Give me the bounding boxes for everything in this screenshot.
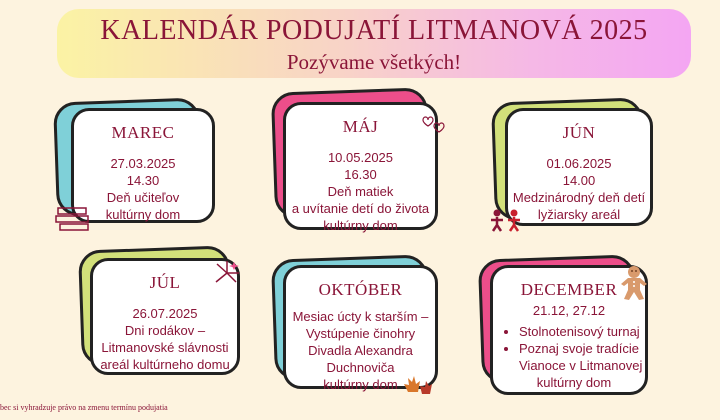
card-line: Litmanovské slávnosti [101,340,229,355]
card-line: 14.30 [126,173,160,188]
card-line: 14.00 [562,173,596,188]
card-title: JÚN [562,123,596,142]
card-line: kultúrny dom [323,218,398,233]
card-line: Mesiac úcty k starším – [292,309,429,324]
card-title: JÚL [149,273,181,292]
card-body [93,305,237,373]
card-line: Duchnoviča [326,360,395,375]
card-line: Deň učiteľov [106,190,180,205]
card-body [493,302,645,391]
header-banner [57,9,691,78]
children-icon [488,208,524,232]
card-body [74,155,212,223]
event-card-oktober [273,257,438,390]
event-card-maj [273,90,438,233]
books-icon [54,205,94,235]
footnote: bec si vyhradzuje právo na zmenu termínu podujatia [0,403,168,412]
gingerbread-icon [618,264,650,302]
fireworks-icon [212,258,242,288]
card-line: 16.30 [344,167,377,182]
card-line: kultúrny dom [323,377,398,392]
card-line: Divadla Alexandra [308,343,413,358]
card-title: MÁJ [342,117,379,136]
card-line: kultúrny dom [536,375,612,390]
card-front [283,102,438,233]
card-line: Dni rodákov – [124,323,206,338]
card-front [283,265,438,392]
card-line: 01.06.2025 [546,156,612,171]
page-subtitle: Pozývame všetkých! [286,50,462,74]
card-line: 27.03.2025 [110,156,176,171]
card-line: a uvítanie detí do života [291,201,430,216]
card-title: DECEMBER [520,280,618,299]
card-body [508,155,650,223]
card-bullet: • Stolnotenisový turnaj [519,323,645,340]
card-line: 26.07.2025 [132,306,198,321]
card-line: Medzinárodný deň detí [512,190,646,205]
card-line: Vystúpenie činohry [305,326,416,341]
leaves-icon [400,372,434,396]
hearts-icon [420,110,448,138]
card-title: OKTÓBER [318,280,403,299]
card-bullet-list [493,323,645,374]
page-title: KALENDÁR PODUJATÍ LITMANOVÁ 2025 [100,15,648,46]
card-front [505,108,653,226]
card-line: 21.12, 27.12 [532,303,606,318]
card-line: areál kultúrneho domu [100,357,230,372]
card-title: MAREC [111,123,175,142]
card-line: 10.05.2025 [327,150,394,165]
card-line: lyžiarsky areál [537,207,621,222]
card-bullet: • Poznaj svoje tradície Vianoce v Litmanovej [519,340,645,374]
card-line: Deň matiek [327,184,394,199]
card-body [286,149,435,234]
card-line: kultúrny dom [105,207,181,222]
